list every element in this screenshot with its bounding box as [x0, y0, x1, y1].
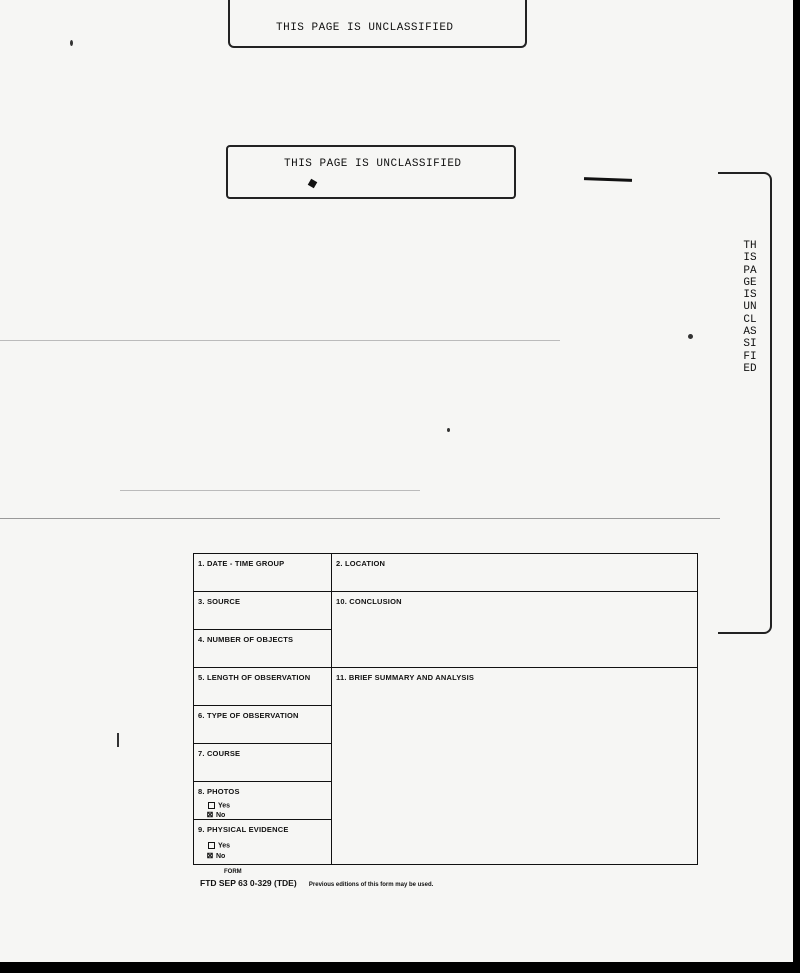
- scan-mark: [584, 177, 632, 182]
- source-label: 3. SOURCE: [198, 597, 241, 606]
- course-label: 7. COURSE: [198, 749, 241, 758]
- checked-box-icon: ⊠: [206, 851, 214, 860]
- photos-yes-label: Yes: [218, 802, 231, 810]
- physical-evidence-label: 9. PHYSICAL EVIDENCE: [198, 825, 289, 834]
- physical-evidence-no-option[interactable]: [206, 851, 225, 860]
- brief-summary-label: 11. BRIEF SUMMARY AND ANALYSIS: [336, 673, 475, 682]
- date-time-group-cell: [194, 554, 332, 592]
- source-cell: [194, 592, 332, 630]
- form-footer: [200, 878, 433, 888]
- scan-line: [0, 518, 720, 519]
- date-time-group-label: 1. DATE - TIME GROUP: [198, 559, 285, 568]
- physical-evidence-yes-label: Yes: [218, 842, 231, 850]
- observation-form: [193, 553, 698, 865]
- top-classification-stamp: THIS PAGE IS UNCLASSIFIED: [276, 22, 454, 34]
- middle-stamp-bracket: [226, 145, 516, 199]
- photos-cell: [194, 782, 332, 820]
- photos-label: 8. PHOTOS: [198, 787, 240, 796]
- scan-speck: [688, 334, 693, 339]
- conclusion-label: 10. CONCLUSION: [336, 597, 402, 606]
- photos-no-label: No: [216, 812, 226, 819]
- scan-line: [0, 340, 560, 341]
- scan-speck: [70, 40, 73, 46]
- checked-box-icon: ⊠: [206, 810, 214, 819]
- photos-no-option[interactable]: [206, 810, 225, 819]
- location-label: 2. LOCATION: [336, 559, 386, 568]
- form-word: FORM: [224, 869, 242, 875]
- scan-speck: [447, 428, 450, 432]
- checkbox-icon: [208, 842, 215, 849]
- physical-evidence-cell: [194, 820, 332, 864]
- conclusion-cell: [332, 592, 698, 668]
- form-note: Previous editions of this form may be used.: [308, 882, 434, 888]
- length-of-observation-label: 5. LENGTH OF OBSERVATION: [198, 673, 311, 682]
- scan-line: [120, 490, 420, 491]
- brief-summary-cell: [332, 668, 698, 864]
- middle-classification-stamp: THIS PAGE IS UNCLASSIFIED: [284, 158, 462, 170]
- type-of-observation-label: 6. TYPE OF OBSERVATION: [198, 711, 299, 720]
- location-cell: [332, 554, 698, 592]
- length-of-observation-cell: [194, 668, 332, 706]
- physical-evidence-no-label: No: [216, 853, 226, 860]
- type-of-observation-cell: [194, 706, 332, 744]
- number-of-objects-label: 4. NUMBER OF OBJECTS: [198, 635, 294, 644]
- scan-speck: [117, 733, 119, 747]
- number-of-objects-cell: [194, 630, 332, 668]
- photos-yes-option[interactable]: [208, 802, 230, 809]
- course-cell: [194, 744, 332, 782]
- vertical-classification-stamp: THIS PAGE IS UNCLASSIFIED: [743, 240, 757, 375]
- form-id: FTD SEP 63 0-329 (TDE): [200, 878, 297, 888]
- checkbox-icon: [208, 802, 215, 809]
- physical-evidence-yes-option[interactable]: [208, 842, 230, 849]
